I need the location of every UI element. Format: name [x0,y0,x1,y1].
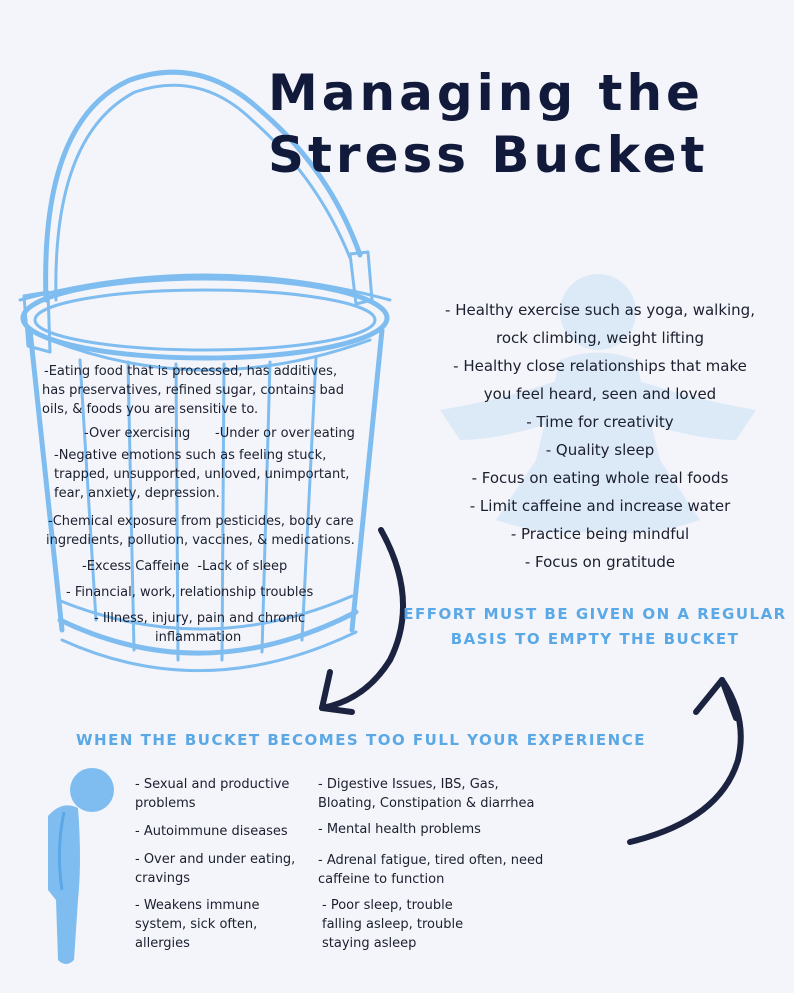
effort-line-1: EFFORT MUST BE GIVEN ON A REGULAR [403,605,787,623]
when-full-heading: WHEN THE BUCKET BECOMES TOO FULL YOUR EXPERIENCE [76,731,646,749]
symptom-line: falling asleep, trouble [322,917,464,932]
stressor-line: -Excess Caffeine -Lack of sleep [82,559,288,574]
stressor-line: trapped, unsupported, unloved, unimportant, [54,467,350,482]
remedy-line: - Practice being mindful [510,525,690,543]
symptom-line: allergies [135,936,190,951]
stressor-line: - Illness, injury, pain and chronic [94,611,306,626]
symptom-line: - Poor sleep, trouble [322,898,453,913]
remedy-line: you feel heard, seen and loved [483,385,717,403]
stressor-line: -Over exercising -Under or over eating [84,426,355,441]
slumped-person-icon [48,768,114,964]
symptom-line: Bloating, Constipation & diarrhea [318,796,535,811]
remedy-line: rock climbing, weight lifting [496,329,704,347]
title-line-2: Stress Bucket [268,126,709,184]
remedy-line: - Quality sleep [545,441,655,459]
remedy-line: - Focus on eating whole real foods [471,469,729,487]
effort-callout [396,602,794,652]
remedies-list [430,296,770,576]
stressor-line: has preservatives, refined sugar, contains bad [42,383,344,398]
symptom-item [135,896,260,953]
curved-arrow-up-icon [630,680,741,842]
symptom-line: - Weakens immune [135,898,260,913]
stressor-line: -Eating food that is processed, has additives, [44,364,338,379]
symptom-item [318,775,534,813]
page-title [268,62,788,186]
symptom-item [135,775,289,813]
symptom-item [135,850,295,888]
stressor-line: -Chemical exposure from pesticides, body care [48,514,354,529]
remedy-line: - Healthy close relationships that make [453,357,747,375]
symptom-line: system, sick often, [135,917,258,932]
symptom-line: problems [135,796,196,811]
stressor-line: inflammation [155,630,242,645]
symptom-line: staying asleep [322,936,417,951]
symptom-item [318,820,481,839]
remedy-line: - Focus on gratitude [524,553,676,571]
stressor-line: fear, anxiety, depression. [54,486,220,501]
stressor-line: ingredients, pollution, vaccines, & medications. [46,533,355,548]
symptom-line: - Sexual and productive [135,777,290,792]
symptom-line: - Mental health problems [318,822,481,837]
symptom-item [135,822,288,841]
title-line-1: Managing the [268,64,704,122]
symptom-line: caffeine to function [318,872,445,887]
symptom-line: - Over and under eating, [135,852,296,867]
remedy-line: - Time for creativity [526,413,674,431]
symptom-line: - Adrenal fatigue, tired often, need [318,853,544,868]
symptom-item [318,851,543,889]
effort-line-2: BASIS TO EMPTY THE BUCKET [450,630,740,648]
stressors-list [40,362,370,647]
symptom-item [322,896,463,953]
symptom-line: - Digestive Issues, IBS, Gas, [318,777,499,792]
stressor-line: - Financial, work, relationship troubles [66,585,314,600]
stressor-line: oils, & foods you are sensitive to. [42,402,259,417]
symptom-line: - Autoimmune diseases [135,824,288,839]
stressor-line: -Negative emotions such as feeling stuck, [54,448,327,463]
remedy-line: - Healthy exercise such as yoga, walking, [445,301,755,319]
symptom-line: cravings [135,871,191,886]
remedy-line: - Limit caffeine and increase water [469,497,731,515]
